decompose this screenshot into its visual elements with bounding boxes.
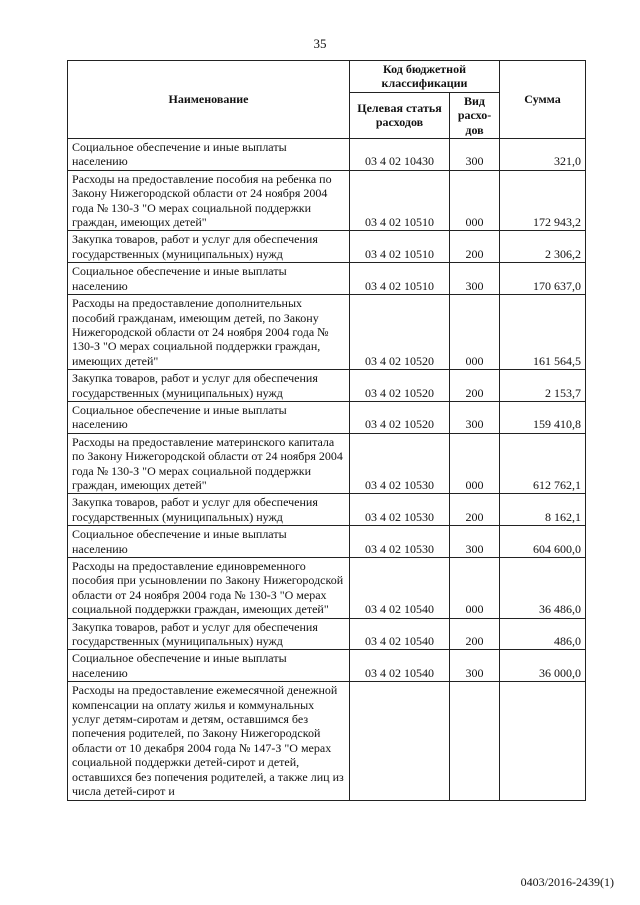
header-target: Целевая статья расходов bbox=[350, 92, 450, 138]
table-row bbox=[68, 139, 586, 171]
row-name: Социальное обеспечение и иные выплаты населению bbox=[68, 401, 350, 433]
table-row bbox=[68, 650, 586, 682]
table-row bbox=[68, 295, 586, 370]
row-expense-kind: 300 bbox=[450, 263, 500, 295]
row-sum: 159 410,8 bbox=[500, 401, 586, 433]
row-expense-kind: 200 bbox=[450, 494, 500, 526]
row-target-code: 03 4 02 10520 bbox=[350, 401, 450, 433]
row-expense-kind bbox=[450, 682, 500, 800]
row-target-code: 03 4 02 10540 bbox=[350, 558, 450, 619]
row-expense-kind: 000 bbox=[450, 170, 500, 231]
budget-table bbox=[67, 60, 586, 801]
table-row bbox=[68, 263, 586, 295]
row-sum: 161 564,5 bbox=[500, 295, 586, 370]
row-name: Расходы на предоставление материнского капитала по Закону Нижегородской области от 24 ноября 2004 года № 130-З "О мерах социальной поддержки граждан, имеющих детей" bbox=[68, 433, 350, 494]
row-target-code: 03 4 02 10510 bbox=[350, 263, 450, 295]
row-expense-kind: 200 bbox=[450, 231, 500, 263]
row-expense-kind: 300 bbox=[450, 650, 500, 682]
row-expense-kind: 000 bbox=[450, 295, 500, 370]
row-target-code: 03 4 02 10520 bbox=[350, 370, 450, 402]
header-kind: Вид расхо-дов bbox=[450, 92, 500, 138]
table-row bbox=[68, 558, 586, 619]
row-name: Социальное обеспечение и иные выплаты населению bbox=[68, 139, 350, 171]
row-sum bbox=[500, 682, 586, 800]
row-expense-kind: 200 bbox=[450, 618, 500, 650]
row-target-code: 03 4 02 10510 bbox=[350, 170, 450, 231]
row-name: Расходы на предоставление пособия на ребенка по Закону Нижегородской области от 24 ноября 2004 года № 130-З "О мерах социальной поддержки граждан, имеющих детей" bbox=[68, 170, 350, 231]
table-row bbox=[68, 401, 586, 433]
row-target-code: 03 4 02 10540 bbox=[350, 650, 450, 682]
table-row bbox=[68, 370, 586, 402]
row-sum: 36 000,0 bbox=[500, 650, 586, 682]
row-target-code bbox=[350, 682, 450, 800]
row-name: Расходы на предоставление единовременного пособия при усыновлении по Закону Нижегородской области от 24 ноября 2004 года № 130-З "О мерах социальной поддержки граждан, имеющих детей" bbox=[68, 558, 350, 619]
row-sum: 321,0 bbox=[500, 139, 586, 171]
row-sum: 170 637,0 bbox=[500, 263, 586, 295]
header-code-group: Код бюджетной классификации bbox=[350, 61, 500, 93]
row-target-code: 03 4 02 10540 bbox=[350, 618, 450, 650]
row-expense-kind: 000 bbox=[450, 558, 500, 619]
row-sum: 604 600,0 bbox=[500, 526, 586, 558]
row-target-code: 03 4 02 10530 bbox=[350, 526, 450, 558]
row-target-code: 03 4 02 10510 bbox=[350, 231, 450, 263]
row-sum: 36 486,0 bbox=[500, 558, 586, 619]
row-name: Расходы на предоставление ежемесячной денежной компенсации на оплату жилья и коммунальных услуг детям-сиротам и детям, оставшимся без попечения родителей, по Закону Нижегородской области от 10 декабря 2004 года № 147-З "О мерах социальной поддержки детей-сирот и детей, оставшихся без попечения родителей, а также лиц из числа детей-сирот и bbox=[68, 682, 350, 800]
table-row bbox=[68, 433, 586, 494]
header-name: Наименование bbox=[68, 61, 350, 139]
row-sum: 2 153,7 bbox=[500, 370, 586, 402]
page-number: 35 bbox=[313, 36, 327, 51]
row-target-code: 03 4 02 10520 bbox=[350, 295, 450, 370]
header-sum: Сумма bbox=[500, 61, 586, 139]
table-row bbox=[68, 170, 586, 231]
table-row bbox=[68, 494, 586, 526]
row-name: Социальное обеспечение и иные выплаты населению bbox=[68, 526, 350, 558]
row-expense-kind: 200 bbox=[450, 370, 500, 402]
row-expense-kind: 300 bbox=[450, 401, 500, 433]
row-name: Закупка товаров, работ и услуг для обеспечения государственных (муниципальных) нужд bbox=[68, 494, 350, 526]
row-sum: 172 943,2 bbox=[500, 170, 586, 231]
table-row bbox=[68, 526, 586, 558]
row-expense-kind: 000 bbox=[450, 433, 500, 494]
row-name: Закупка товаров, работ и услуг для обеспечения государственных (муниципальных) нужд bbox=[68, 370, 350, 402]
table-row bbox=[68, 231, 586, 263]
row-sum: 8 162,1 bbox=[500, 494, 586, 526]
row-expense-kind: 300 bbox=[450, 139, 500, 171]
row-name: Закупка товаров, работ и услуг для обеспечения государственных (муниципальных) нужд bbox=[68, 618, 350, 650]
row-name: Социальное обеспечение и иные выплаты населению bbox=[68, 650, 350, 682]
row-name: Социальное обеспечение и иные выплаты населению bbox=[68, 263, 350, 295]
row-target-code: 03 4 02 10530 bbox=[350, 494, 450, 526]
document-code: 0403/2016-2439(1) bbox=[520, 875, 614, 889]
row-sum: 612 762,1 bbox=[500, 433, 586, 494]
row-name: Закупка товаров, работ и услуг для обеспечения государственных (муниципальных) нужд bbox=[68, 231, 350, 263]
row-target-code: 03 4 02 10530 bbox=[350, 433, 450, 494]
row-sum: 2 306,2 bbox=[500, 231, 586, 263]
table-row bbox=[68, 682, 586, 800]
row-target-code: 03 4 02 10430 bbox=[350, 139, 450, 171]
budget-rows bbox=[68, 139, 586, 800]
row-name: Расходы на предоставление дополнительных пособий гражданам, имеющим детей, по Закону Нижегородской области от 24 ноября 2004 года № 130-З "О мерах социальной поддержки граждан, имеющих детей" bbox=[68, 295, 350, 370]
row-expense-kind: 300 bbox=[450, 526, 500, 558]
row-sum: 486,0 bbox=[500, 618, 586, 650]
table-row bbox=[68, 618, 586, 650]
